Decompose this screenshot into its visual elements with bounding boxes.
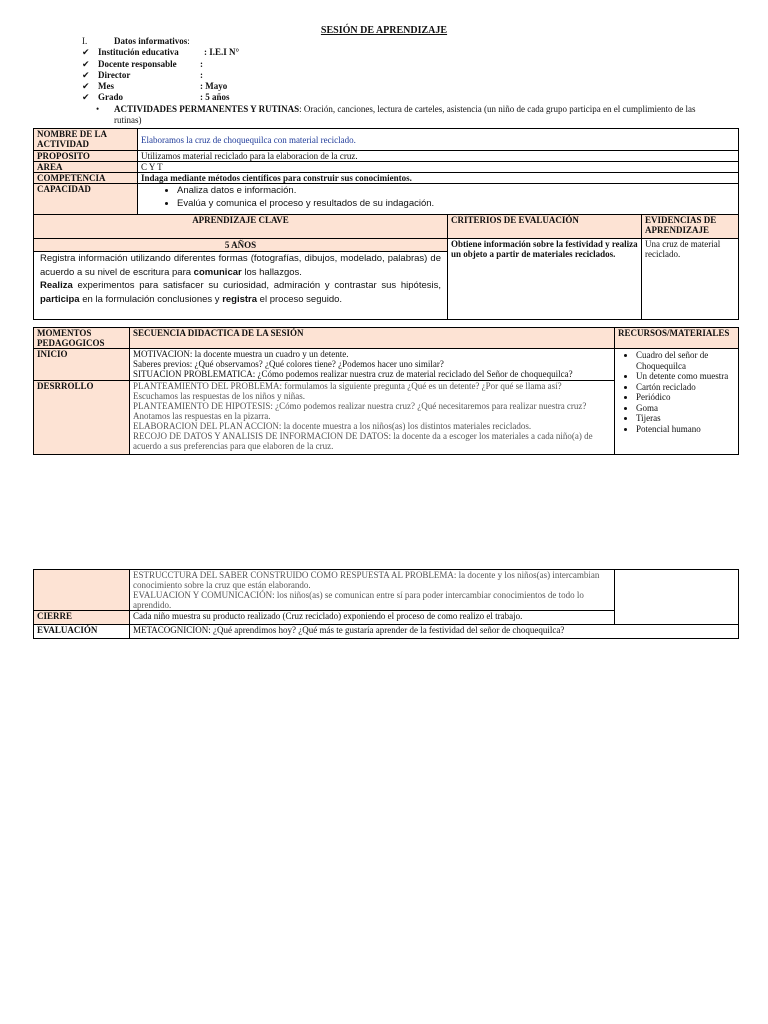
info-row: ✔ Director : — [82, 69, 203, 80]
age-cell: 5 AÑOS — [34, 239, 448, 252]
list-item: • Evalúa y comunica el proceso y resultados de su indagación. — [177, 197, 735, 210]
bullet-icon: • — [96, 104, 100, 114]
inicio-label: INICIO — [34, 349, 130, 381]
capacity-value — [138, 184, 739, 215]
learning-key-header: APRENDIZAJE CLAVE — [34, 215, 448, 239]
continuation-text: ESTRUCCTURA DEL SABER CONSTRUIDO COMO RESPUESTA AL PROBLEMA: la docente y los niños(as) intercambian conocimiento sobre la cruz que están elaborando. EVALUACION Y COMUNICACIÓN: los niños(as) se comunican entre sí para poder intercambiar conocimientos de todo lo aprendido. — [130, 570, 615, 611]
checkmark-icon: ✔ — [82, 92, 90, 103]
list-item: • Periódico — [636, 392, 735, 403]
activity-table — [33, 128, 739, 320]
activity-name-label: NOMBRE DE LA ACTIVIDAD — [34, 129, 138, 151]
cierre-label: CIERRE — [34, 611, 130, 625]
inicio-text: MOTIVACION: la docente muestra un cuadro y un detente. Saberes previos: ¿Qué observamos? ¿Qué colores tiene? ¿Podemos hacer uno similar? SITUACION PROBLEMATICA: ¿Cómo podemos realizar nuestra cruz de material reciclado del Señor de choquequilca? — [130, 349, 615, 381]
resources-list — [615, 349, 739, 455]
list-item: • Cuadro del señor de Choquequilca — [636, 350, 735, 371]
continuation-table — [33, 569, 739, 639]
info-row: ✔ Docente responsable : — [82, 58, 203, 69]
sequence-header: SECUENCIA DIDACTICA DE LA SESIÓN — [130, 328, 615, 349]
roman-numeral: I. — [82, 36, 88, 46]
list-item: • Tijeras — [636, 413, 735, 424]
list-item: • Goma — [636, 403, 735, 414]
list-item: • Un detente como muestra — [636, 371, 735, 382]
desarrollo-label: DESRROLLO — [34, 381, 130, 455]
checkmark-icon: ✔ — [82, 69, 90, 80]
area-value: C Y T — [138, 162, 739, 173]
moments-header: MOMENTOS PEDAGOGICOS — [34, 328, 130, 349]
purpose-label: PROPOSITO — [34, 151, 138, 162]
continuation-label — [34, 570, 130, 611]
list-item: • Potencial humano — [636, 424, 735, 435]
criteria-text: Obtiene información sobre la festividad y realiza un objeto a partir de materiales reciclados. — [448, 239, 642, 320]
page-title: SESIÓN DE APRENDIZAJE — [320, 25, 448, 36]
info-row: ✔ Mes : Mayo — [82, 81, 228, 92]
activities-paragraph: • ACTIVIDADES PERMANENTES Y RUTINAS: Oración, canciones, lectura de carteles, asistencia (un niño de cada grupo participa en el cumplimiento de las rutinas) — [96, 104, 696, 125]
sequence-table — [33, 327, 739, 455]
list-item: • Cartón reciclado — [636, 382, 735, 393]
evidence-text: Una cruz de material reciclado. — [642, 239, 739, 320]
info-row: ✔ Institución educativa : I.E.I N° — [82, 47, 240, 58]
capacity-label: CAPACIDAD — [34, 184, 138, 215]
purpose-value: Utilizamos material reciclado para la elaboracion de la cruz. — [138, 151, 739, 162]
cierre-text: Cada niño muestra su producto realizado (Cruz reciclado) exponiendo el proceso de como realizo el trabajo. — [130, 611, 615, 625]
checkmark-icon: ✔ — [82, 58, 90, 69]
list-item: • Analiza datos e información. — [177, 184, 735, 197]
checkmark-icon: ✔ — [82, 47, 90, 58]
competence-label: COMPETENCIA — [34, 173, 138, 184]
competence-value: Indaga mediante métodos científicos para construir sus conocimientos. — [138, 173, 739, 184]
area-label: AREA — [34, 162, 138, 173]
resources-header: RECURSOS/MATERIALES — [615, 328, 739, 349]
activity-name-value: Elaboramos la cruz de choquequilca con material reciclado. — [138, 129, 739, 151]
info-heading-label: Datos informativos — [114, 36, 188, 46]
criteria-header: CRITERIOS DE EVALUACIÓN — [448, 215, 642, 239]
continuation-resources — [615, 570, 739, 625]
evaluacion-text: METACOGNICION: ¿Qué aprendimos hoy? ¿Qué más te gustaría aprender de la festividad del señor de choquequilca? — [130, 625, 739, 639]
desarrollo-text: PLANTEAMIENTO DEL PROBLEMA: formulamos la siguiente pregunta ¿Qué es un detente? ¿Por qué se llama así? Escuchamos las respuestas de los niños y niñas. PLANTEAMIENTO DE HIPOTESIS: ¿Cómo podemos realizar nuestra cruz? ¿Qué necesitaremos para realizar nuestra cruz? Anotamos las respuestas en la pizarra. ELABORACION DEL PLAN ACCION: la docente muestra a los niños(as) los distintos materiales reciclados. RECOJO DE DATOS Y ANALISIS DE INFORMACION DE DATOS: la docente da a escoger los materiales a cada niño(a) de acuerdo a sus preferencias para que elaboren de la cruz. — [130, 381, 615, 455]
info-block — [82, 36, 239, 104]
evidence-header: EVIDENCIAS DE APRENDIZAJE — [642, 215, 739, 239]
checkmark-icon: ✔ — [82, 81, 90, 92]
info-heading — [82, 36, 239, 47]
info-row: ✔ Grado : 5 años — [82, 92, 230, 103]
info-heading-colon: : — [187, 36, 190, 46]
evaluacion-label: EVALUACIÓN — [34, 625, 130, 639]
learning-key-text: Registra información utilizando diferentes formas (fotografías, dibujos, modelado, palabras) de acuerdo a su nivel de escritura para comunicar los hallazgos. Realiza experimentos para satisfacer su curiosidad, admiración y contrastar sus hipótesis, participa en la formulación conclusiones y registra el proceso seguido. — [34, 252, 448, 320]
